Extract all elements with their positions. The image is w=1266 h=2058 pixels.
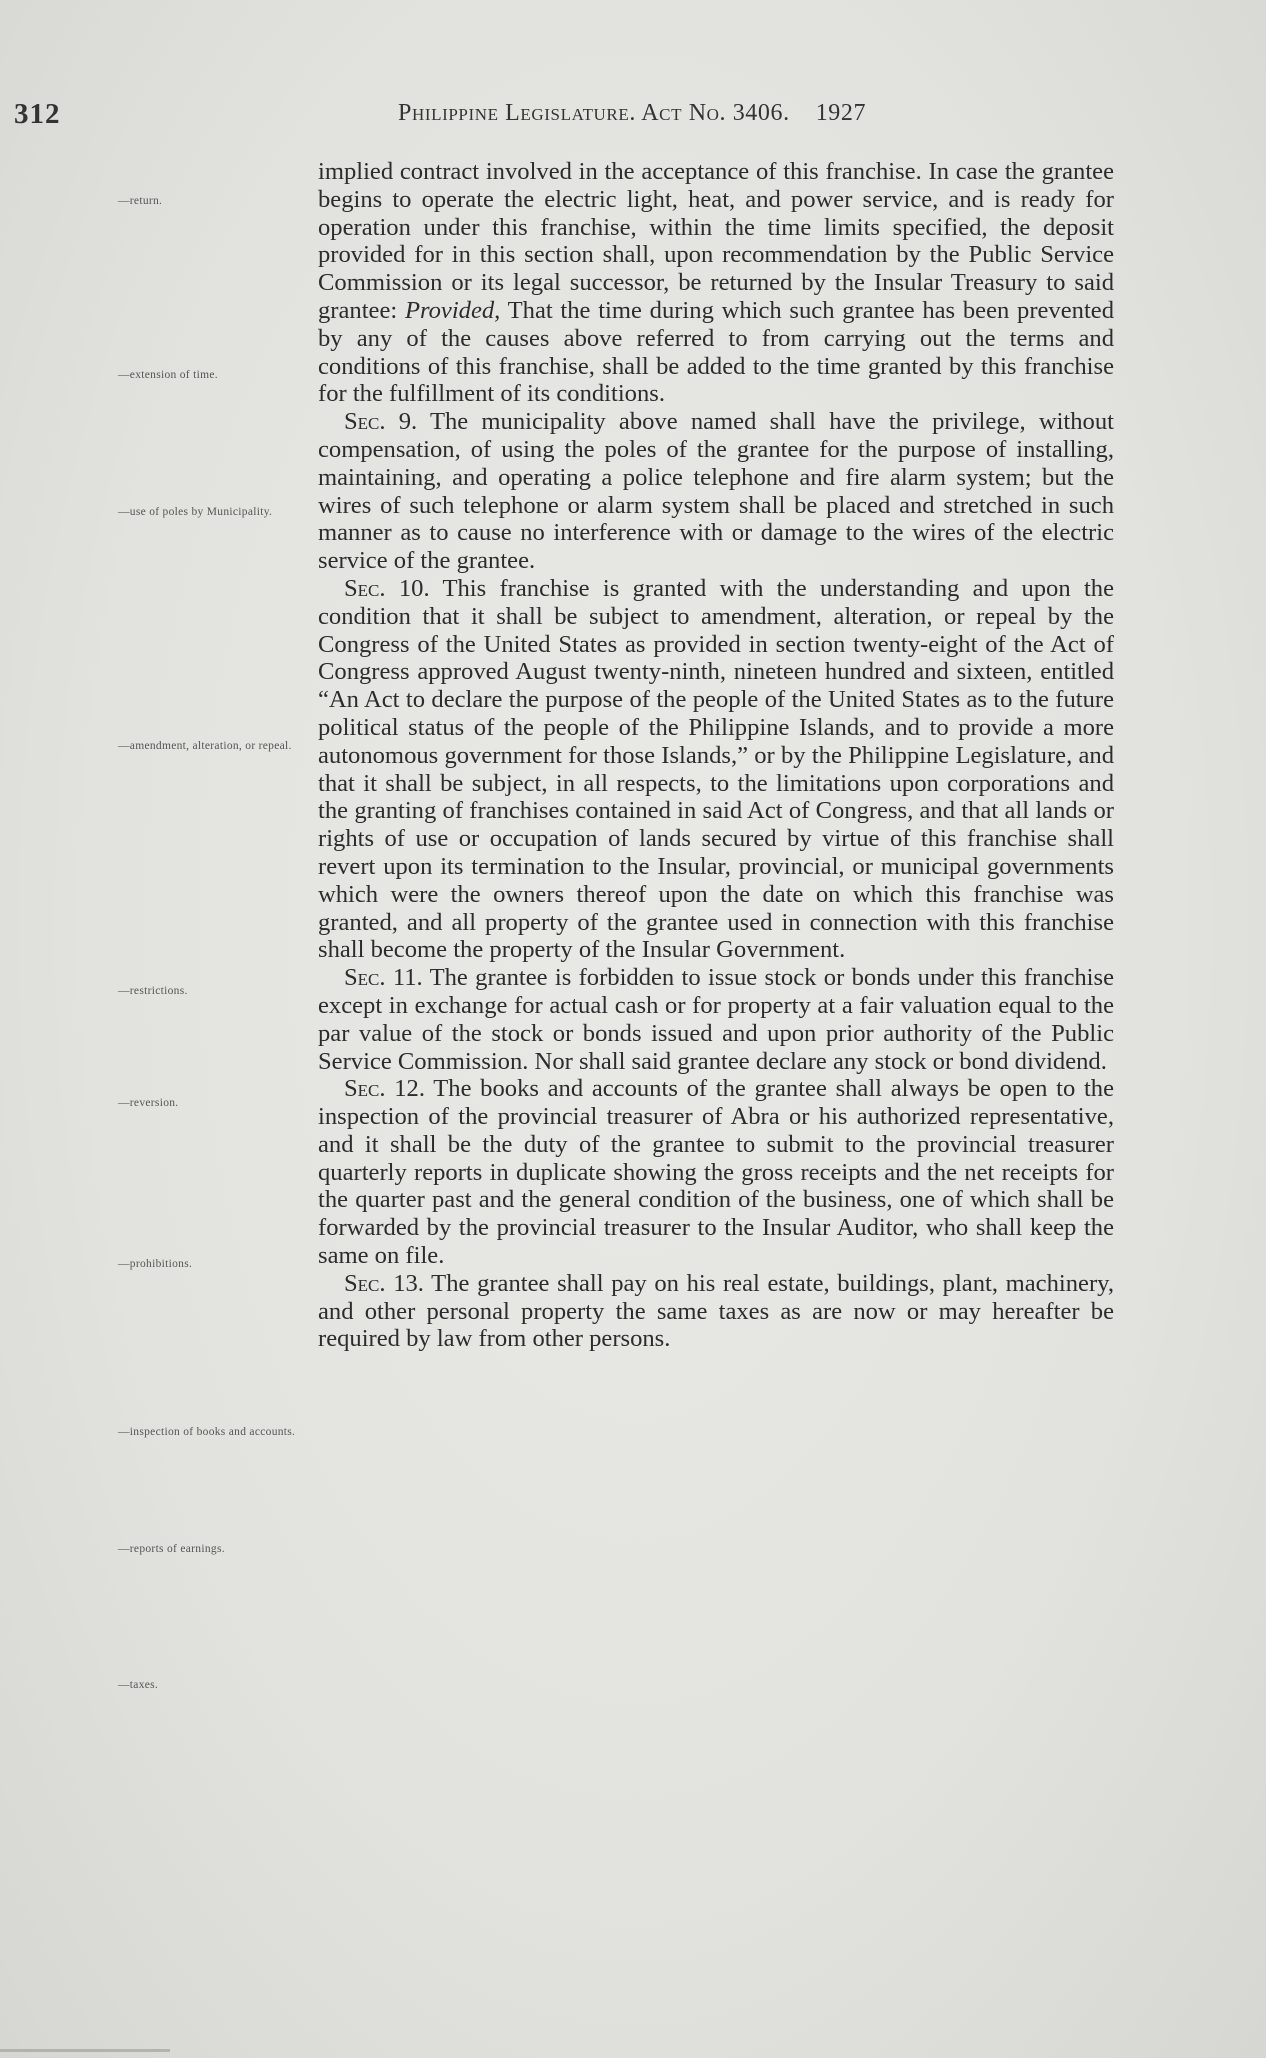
margin-note-reversion: —reversion. [118, 1097, 179, 1109]
margin-note-taxes: —taxes. [118, 1679, 159, 1691]
margin-note-extension-of-time: —extension of time. [118, 369, 218, 381]
section-12 [318, 1075, 1114, 1270]
section-11-label: Sec. 11. [344, 964, 423, 992]
proviso-word: Provided, [404, 296, 501, 324]
section-9-text: The municipality above named shall have the privilege, without compensation, of using the poles of the grantee for the purpose of installing, maintaining, and operating a police telephone and fire alarm system; but the wires of such telephone or alarm system shall be placed and stretched in such manner as to cause no interference with or damage to the wires of the electric service of the grantee. [318, 408, 1114, 575]
margin-note-reports-of-earnings: —reports of earnings. [118, 1543, 225, 1555]
paragraph-continuation-text: implied contract involved in the acceptance of this franchise. In case the grantee begins to operate the electric light, heat, and power service, and is ready for operation under this franchise, within the time limits specified, the deposit provided for in this section shall, upon recommendation by the Public Service Commission or its legal successor, be returned by the Insular Treasury to said grantee: [318, 158, 1114, 324]
running-head [398, 100, 866, 127]
margin-note-use-of-poles: —use of poles by Municipality. [118, 506, 273, 518]
margin-note-amendment: —amendment, alteration, or repeal. [118, 740, 292, 752]
section-11 [318, 964, 1114, 1075]
section-10 [318, 575, 1114, 964]
margin-note-prohibitions: —prohibitions. [118, 1258, 193, 1270]
body-text [318, 158, 1114, 1353]
section-9-label: Sec. 9. [344, 408, 418, 436]
margin-note-return: —return. [118, 195, 163, 207]
section-11-text: The grantee is forbidden to issue stock or bonds under this franchise except in exchange for actual cash or for property at a fair valuation equal to the par value of the stock or bonds issued and upon prior authority of the Public Service Commission. Nor shall said grantee declare any stock or bond dividend. [318, 964, 1114, 1075]
margin-note-inspection: —inspection of books and accounts. [118, 1426, 296, 1438]
paragraph-continuation-rest: That the time during which such grantee has been prevented by any of the causes above referred to from carrying out the terms and conditions of this franchise, shall be added to the time granted by this franchise for the fulfillment of its conditions. [318, 296, 1114, 408]
section-12-label: Sec. 12. [344, 1075, 425, 1103]
section-13 [318, 1270, 1114, 1353]
footer-scan-mark [0, 2049, 170, 2052]
margin-note-restrictions: —restrictions. [118, 985, 188, 997]
running-head-year: 1927 [815, 100, 867, 126]
paragraph-continuation [318, 158, 1114, 408]
margin-notes [0, 0, 320, 2058]
section-13-label: Sec. 13. [344, 1269, 424, 1297]
page-number: 312 [14, 98, 61, 130]
section-9 [318, 408, 1114, 575]
section-12-text: The books and accounts of the grantee shall always be open to the inspection of the provincial treasurer of Abra or his authorized representative, and it shall be the duty of the grantee to submit to the provincial treasurer quarterly reports in duplicate showing the gross receipts and the net receipts for the quarter past and the general condition of the business, one of which shall be forwarded by the provincial treasurer to the Insular Auditor, who shall keep the same on file. [318, 1075, 1114, 1270]
section-13-text: The grantee shall pay on his real estate, buildings, plant, machinery, and other personal property the same taxes as are now or may hereafter be required by law from other persons. [318, 1269, 1114, 1353]
section-10-label: Sec. 10. [344, 574, 430, 602]
section-10-text: This franchise is granted with the understanding and upon the condition that it shall be subject to amendment, alteration, or repeal by the Congress of the United States as provided in section twenty-eight of the Act of Congress approved August twenty-ninth, nineteen hundred and sixteen, entitled “An Act to declare the purpose of the people of the United States as to the future political status of the people of the Philippine Islands, and to provide a more autonomous government for those Islands,” or by the Philippine Legislature, and that it shall be subject, in all respects, to the limitations upon corporations and the granting of franchises contained in said Act of Congress, and that all lands or rights of use or occupation of lands secured by virtue of this franchise shall revert upon its termination to the Insular, provincial, or municipal governments which were the owners thereof upon the date on which this franchise was granted, and all property of the grantee used in connection with this franchise shall become the property of the Insular Government. [318, 574, 1114, 964]
running-head-title: Philippine Legislature. Act No. 3406. [398, 100, 790, 126]
